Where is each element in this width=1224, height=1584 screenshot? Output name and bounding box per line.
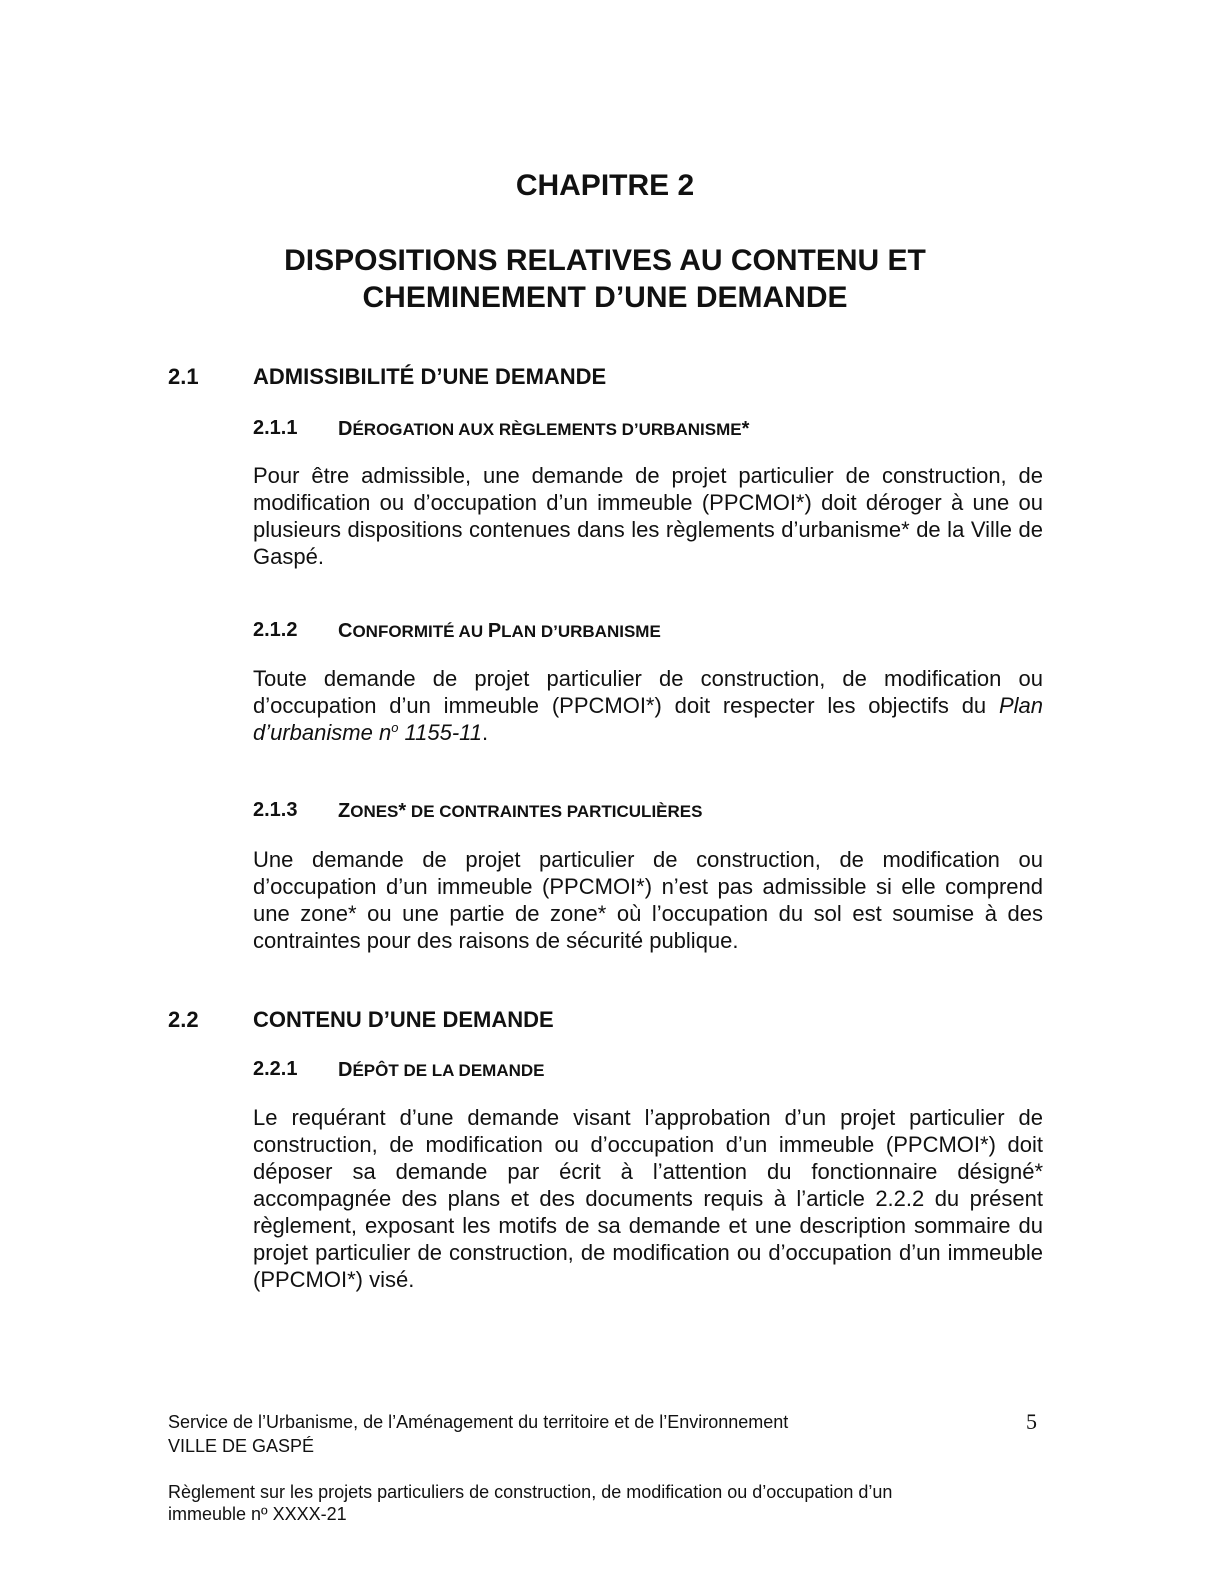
section-2-1-1-text: Pour être admissible, une demande de projet particulier de construction, de modification ou d’occupation d’un immeuble (PPCMOI*) doit déroger à une ou plusieurs dispositions contenues dans les règlements d’urbanisme* de la Ville de Gaspé. xyxy=(253,463,1043,569)
footer-service: Service de l’Urbanisme, de l’Aménagement du territoire et de l’Environnement xyxy=(168,1412,789,1432)
section-2-2-1-text: Le requérant d’une demande visant l’approbation d’un projet particulier de construction, de modification ou d’occupation d’un immeuble (PPCMOI*) doit déposer sa demande par écrit à l’attention du fonctionnaire désigné* accompagnée des plans et des documents requis à l’article 2.2.2 du présent règlement, exposant les motifs de sa demande et une description sommaire du projet particulier de construction, de modification ou d’occupation d’un immeuble (PPCMOI*) visé. xyxy=(253,1105,1043,1292)
footer-regulation-line2: immeuble nº XXXX-21 xyxy=(168,1504,347,1524)
footer-regulation-line1: Règlement sur les projets particuliers de construction, de modification ou d’occupation d’un xyxy=(168,1482,893,1502)
section-2-1-2-number: 2.1.2 xyxy=(253,619,298,641)
section-2-1-3-text: Une demande de projet particulier de construction, de modification ou d’occupation d’un immeuble (PPCMOI*) n’est pas admissible si elle comprend une zone* ou une partie de zone* où l’occupation du sol est soumise à des contraintes pour des raisons de sécurité publique. xyxy=(253,847,1043,953)
section-2-1-2-text: Toute demande de projet particulier de construction, de modification ou d’occupation d’un immeuble (PPCMOI*) doit respecter les objectifs du Plan d’urbanisme $n^o$ 1155-11. xyxy=(253,666,1043,745)
section-2-2-number: 2.2 xyxy=(168,1007,199,1032)
section-2-2-1-number: 2.2.1 xyxy=(253,1058,298,1080)
chapter-title-line2: CHEMINEMENT D’UNE DEMANDE xyxy=(362,281,848,314)
chapter-title xyxy=(0,242,1210,316)
section-2-2-1-title: DÉPÔT DE LA DEMANDE xyxy=(338,1059,545,1081)
section-2-1-1-number: 2.1.1 xyxy=(253,417,298,439)
chapter-title-line1: DISPOSITIONS RELATIVES AU CONTENU ET xyxy=(284,244,926,277)
section-2-1-number: 2.1 xyxy=(168,364,199,389)
section-2-1-3-title: ZONES* DE CONTRAINTES PARTICULIÈRES xyxy=(338,800,703,822)
chapter-label: CHAPITRE 2 xyxy=(515,169,695,202)
section-2-1-2-title: CONFORMITÉ AU PLAN D’URBANISME xyxy=(338,620,661,642)
section-2-1-3-number: 2.1.3 xyxy=(253,799,298,821)
section-2-2-title: CONTENU D’UNE DEMANDE xyxy=(253,1007,554,1032)
section-2-1-title: ADMISSIBILITÉ D’UNE DEMANDE xyxy=(253,364,607,389)
footer-city: VILLE DE GASPÉ xyxy=(168,1436,315,1456)
page-number: 5 xyxy=(1026,1409,1037,1434)
section-2-1-1-title: DÉROGATION AUX RÈGLEMENTS D’URBANISME* xyxy=(338,418,750,440)
